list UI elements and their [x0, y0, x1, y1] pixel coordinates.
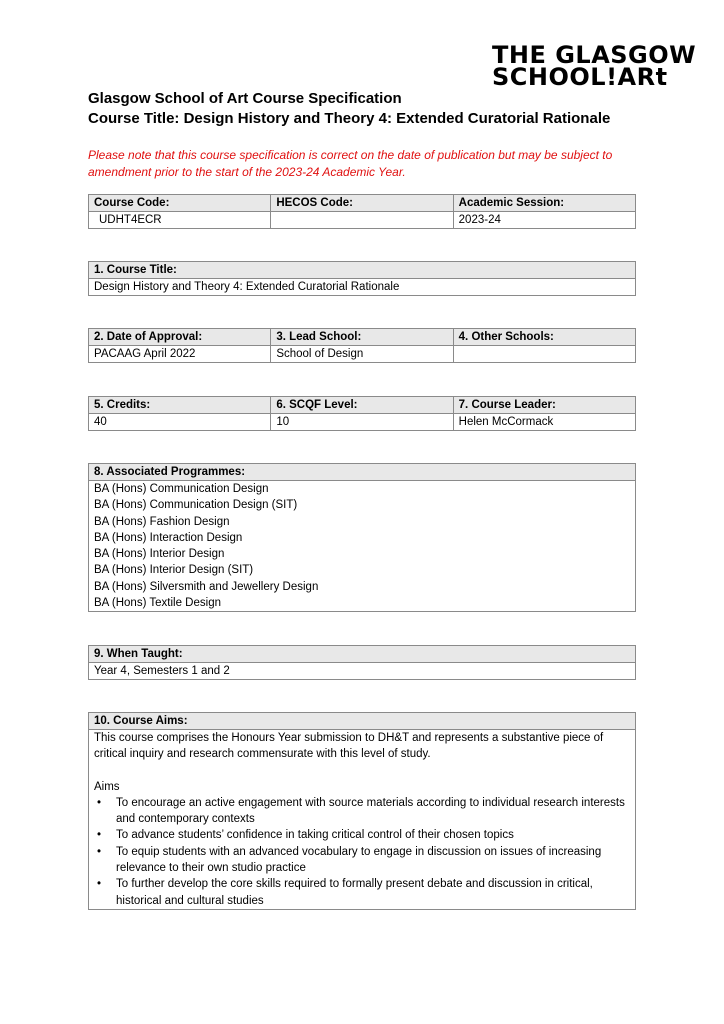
aims-list [94, 795, 630, 909]
gsa-logo [492, 41, 697, 91]
programmes-label: 8. Associated Programmes: [89, 464, 636, 481]
logo-line-1: THE GLASGOW [492, 41, 697, 69]
course-code-value: UDHT4ECR [89, 212, 271, 229]
approval-date-label: 2. Date of Approval: [89, 329, 271, 346]
aim-item: • To further develop the core skills required to formally present debate and discussion in critical, historical and cultural studies [94, 876, 630, 909]
aim-item: • To equip students with an advanced vocabulary to engage in discussion on issues of increasing relevance to their own studio practice [94, 844, 630, 877]
approval-date-value: PACAAG April 2022 [89, 346, 271, 363]
approval-table [88, 328, 636, 363]
programme-item: BA (Hons) Communication Design (SIT) [94, 499, 298, 512]
hecos-code-value [271, 212, 453, 229]
spec-title: Glasgow School of Art Course Specification [88, 90, 402, 107]
when-taught-table [88, 645, 636, 680]
programmes-list [89, 481, 636, 612]
course-title-heading: Course Title: Design History and Theory 4: Extended Curatorial Rationale [88, 110, 611, 127]
scqf-label: 6. SCQF Level: [271, 397, 453, 414]
programme-item: BA (Hons) Interior Design (SIT) [94, 564, 254, 577]
programme-item: BA (Hons) Interior Design [94, 548, 225, 561]
aims-heading: Aims [94, 780, 120, 793]
aims-intro: This course comprises the Honours Year submission to DH&T and represents a substantive piece of critical inquiry and research commensurate with this level of study. [94, 732, 604, 761]
hecos-code-label: HECOS Code: [271, 195, 453, 212]
course-aims-body [89, 730, 636, 910]
credits-table [88, 396, 636, 431]
course-title-label: 1. Course Title: [89, 262, 636, 279]
other-schools-value [453, 346, 635, 363]
lead-school-label: 3. Lead School: [271, 329, 453, 346]
codes-table [88, 194, 636, 229]
course-code-label: Course Code: [89, 195, 271, 212]
course-aims-table [88, 712, 636, 910]
credits-value: 40 [89, 414, 271, 431]
other-schools-label: 4. Other Schools: [453, 329, 635, 346]
programme-item: BA (Hons) Fashion Design [94, 515, 230, 528]
when-taught-value: Year 4, Semesters 1 and 2 [89, 663, 636, 680]
programme-item: BA (Hons) Silversmith and Jewellery Design [94, 580, 319, 593]
course-aims-label: 10. Course Aims: [89, 713, 636, 730]
scqf-value: 10 [271, 414, 453, 431]
programme-item: BA (Hons) Interaction Design [94, 531, 243, 544]
programmes-table [88, 463, 636, 612]
amendment-notice: Please note that this course specification is correct on the date of publication but may be subject to amendment prior to the start of the 2023-24 Academic Year. [88, 148, 613, 179]
aim-item: • To encourage an active engagement with source materials according to individual research interests and contemporary contexts [94, 795, 630, 828]
course-leader-value: Helen McCormack [453, 414, 635, 431]
credits-label: 5. Credits: [89, 397, 271, 414]
programme-item: BA (Hons) Communication Design [94, 483, 269, 495]
course-leader-label: 7. Course Leader: [453, 397, 635, 414]
lead-school-value: School of Design [271, 346, 453, 363]
academic-session-label: Academic Session: [453, 195, 635, 212]
academic-session-value: 2023-24 [453, 212, 635, 229]
course-title-value: Design History and Theory 4: Extended Curatorial Rationale [89, 279, 636, 296]
logo-line-2: SCHOOL!ARt [492, 63, 668, 91]
when-taught-label: 9. When Taught: [89, 646, 636, 663]
programme-item: BA (Hons) Textile Design [94, 597, 221, 610]
course-title-table [88, 261, 636, 296]
aim-item: • To advance students’ confidence in taking critical control of their chosen topics [94, 827, 630, 843]
document-title [88, 89, 610, 129]
